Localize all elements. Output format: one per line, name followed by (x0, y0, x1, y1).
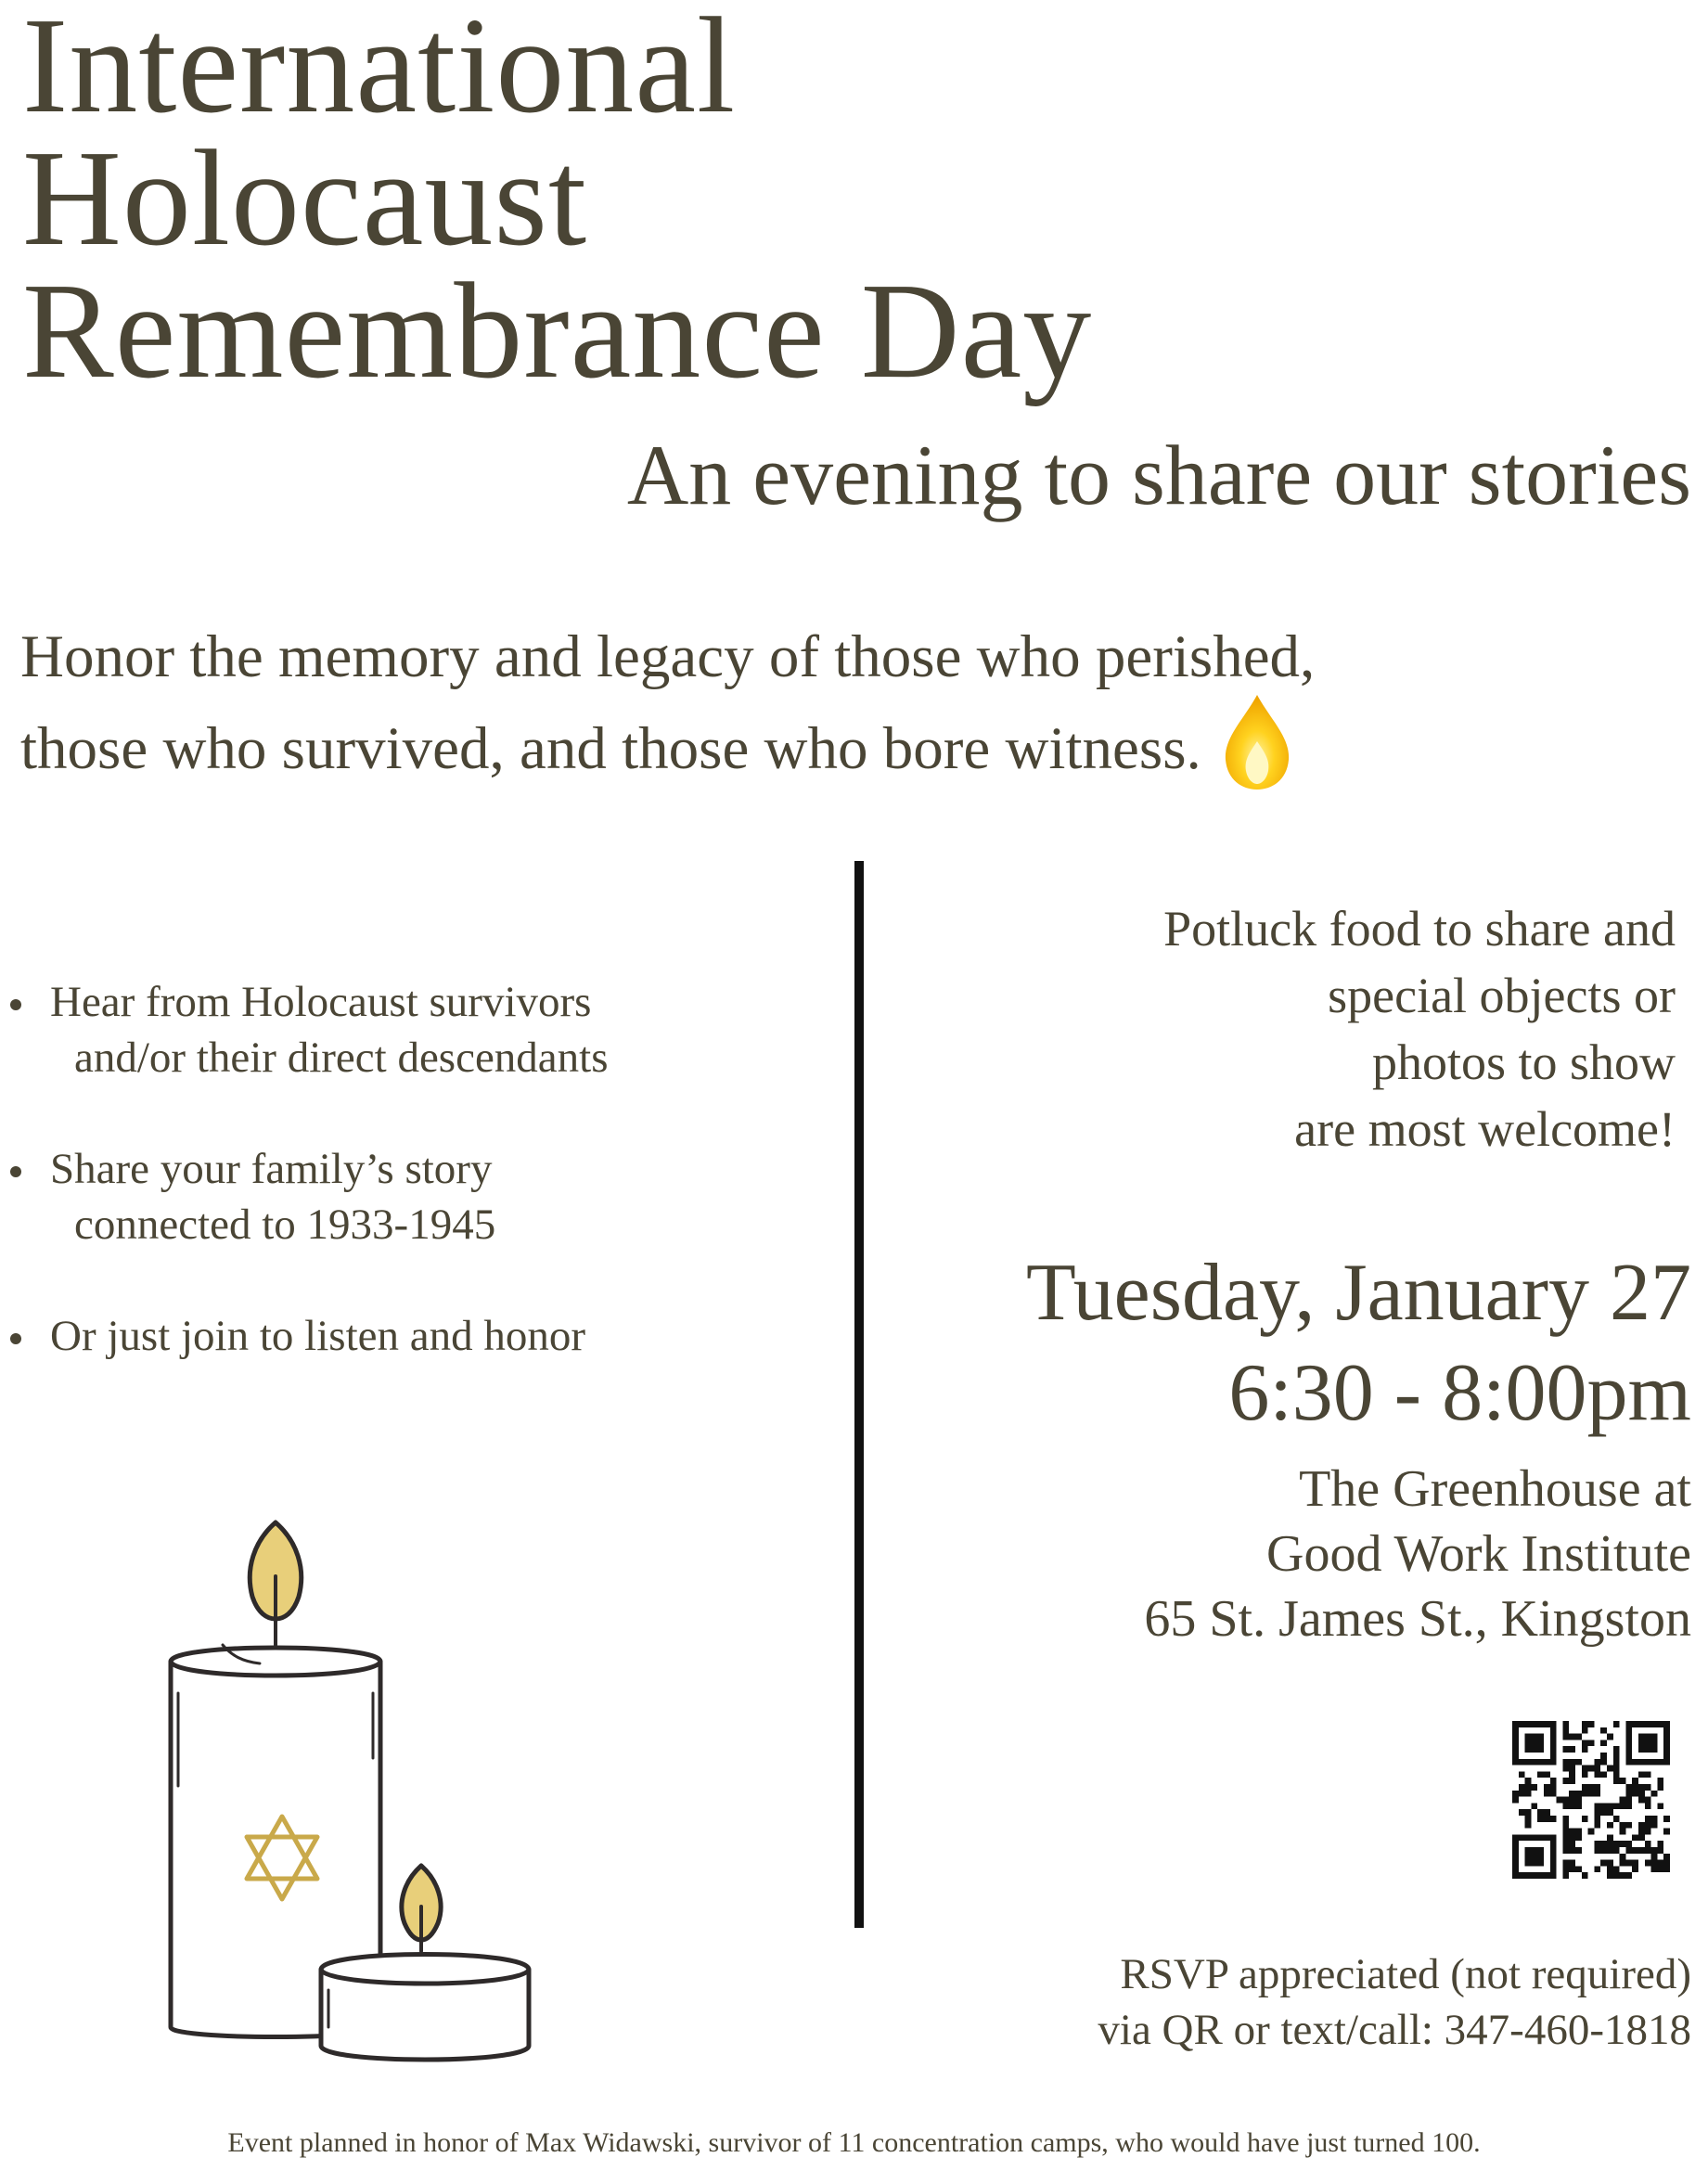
potluck-line-3: photos to show (1371, 1034, 1676, 1090)
title-line-1: International (22, 0, 737, 142)
bullet-list (0, 974, 835, 1419)
potluck-line-4: are most welcome! (1294, 1101, 1676, 1157)
qr-code[interactable] (1512, 1721, 1670, 1879)
list-item (0, 1141, 835, 1252)
title-line-2: Holocaust (22, 122, 588, 275)
rsvp-line-1: RSVP appreciated (not required) (1120, 1950, 1691, 1998)
venue-line-2: Good Work Institute (1266, 1525, 1691, 1583)
event-time: 6:30 - 8:00pm (1228, 1348, 1691, 1438)
bullet-3-line-1: Or just join to listen and honor (50, 1312, 586, 1360)
honor-line-1: Honor the memory and legacy of those who perished, (20, 623, 1316, 690)
honor-statement (20, 619, 1315, 814)
potluck-line-2: special objects or (1328, 968, 1676, 1023)
event-venue (1144, 1457, 1691, 1651)
bullet-icon (10, 1166, 21, 1177)
bullet-icon (10, 999, 21, 1010)
venue-line-3: 65 St. James St., Kingston (1144, 1590, 1691, 1648)
memorial-candles-illustration (158, 1508, 547, 2097)
rsvp-note (1098, 1946, 1691, 2058)
honor-line-2-row (20, 695, 1315, 814)
event-date: Tuesday, January 27 (1026, 1248, 1691, 1338)
event-datetime (1026, 1243, 1691, 1444)
vertical-divider (854, 861, 864, 1928)
flame-icon (1222, 691, 1292, 810)
footer-dedication: Event planned in honor of Max Widawski, survivor of 11 concentration camps, who would have just turned 100. (227, 2127, 1481, 2158)
list-item (0, 1308, 835, 1364)
subtitle: An evening to share our stories (626, 428, 1691, 522)
bullet-icon (10, 1333, 21, 1344)
potluck-note (1163, 895, 1676, 1162)
rsvp-line-2: via QR or text/call: 347-460-1818 (1098, 2006, 1691, 2054)
honor-line-2: those who survived, and those who bore witness. (20, 714, 1201, 782)
venue-line-1: The Greenhouse at (1299, 1460, 1691, 1518)
page-title (22, 0, 1093, 407)
potluck-line-1: Potluck food to share and (1163, 901, 1676, 957)
bullet-2-line-1: Share your family’s story (50, 1145, 493, 1193)
list-item (0, 974, 835, 1085)
title-line-3: Remembrance Day (22, 255, 1093, 407)
bullet-1-line-1: Hear from Holocaust survivors (50, 978, 592, 1026)
bullet-2-line-2: connected to 1933-1945 (74, 1201, 496, 1249)
bullet-1-line-2: and/or their direct descendants (74, 1034, 609, 1082)
